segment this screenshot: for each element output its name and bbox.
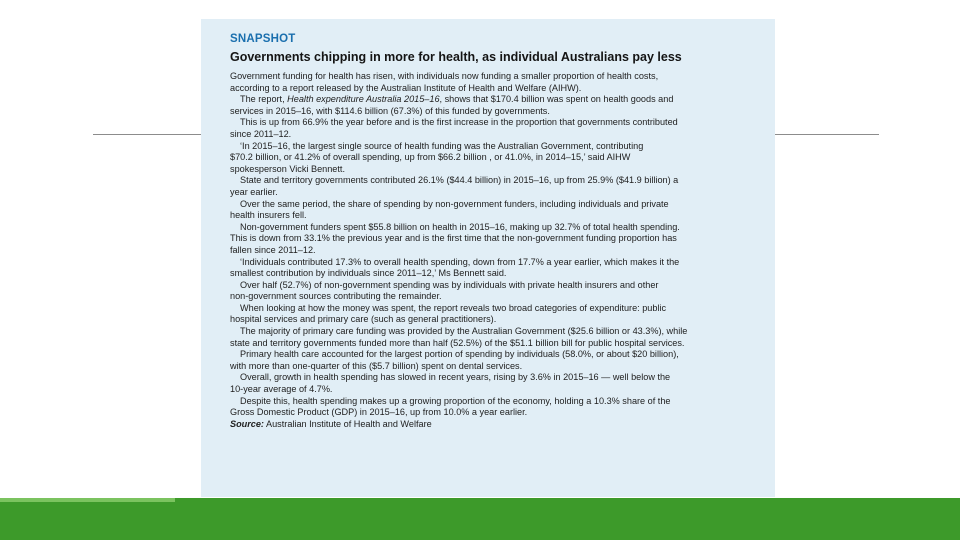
article-paragraph: Over the same period, the share of spending by non-government funders, including individuals and private health insurers fell.	[230, 198, 669, 221]
source-label: Source:	[230, 418, 264, 429]
footer-accent	[0, 498, 175, 502]
article-paragraph: When looking at how the money was spent, the report reveals two broad categories of expenditure: public hospital services and primary care (such as general practitioners).	[230, 302, 667, 325]
divider-right	[775, 134, 879, 135]
article-paragraph: The report, Health expenditure Australia 2015–16, shows that $170.4 billion was spent on health goods and services in 2015–16, with $114.6 billion (67.3%) of this funded by governments.	[230, 94, 674, 116]
footer-bar	[0, 498, 960, 540]
report-title: Health expenditure Australia 2015–16	[287, 94, 440, 105]
article-paragraph: Despite this, health spending makes up a growing proportion of the economy, holding a 10.3% share of the Gross Domestic Product (GDP) in 2015–16, up from 10.0% a year earlier.	[230, 395, 671, 418]
snapshot-headline: Governments chipping in more for health, as individual Australians pay less	[230, 50, 682, 64]
article-paragraph: Over half (52.7%) of non-government spending was by individuals with private health insurers and other non-government sources contributing the remainder.	[230, 279, 659, 302]
snapshot-label: SNAPSHOT	[230, 33, 296, 45]
divider-left	[93, 134, 201, 135]
source-line	[230, 419, 765, 431]
article-paragraph: ‘In 2015–16, the largest single source of health funding was the Australian Government, contributing $70.2 billion, or 41.2% of overall spending, up from $66.2 billion , or 41.0%, in 2014–15,’ said AIHW spokesperson Vicki Bennett.	[230, 140, 644, 174]
article-paragraph: Non-government funders spent $55.8 billion on health in 2015–16, making up 32.7% of total health spending. This is down from 33.1% the previous year and is the first time that the non-government funding proportion has fallen since 2011–12.	[230, 221, 680, 255]
article-body	[230, 71, 765, 430]
article-paragraph: The majority of primary care funding was provided by the Australian Government ($25.6 billion or 43.3%), while state and territory governments funded more than half (52.5%) of the $51.1 billion bill for public hospital services.	[230, 326, 688, 348]
article-paragraph: State and territory governments contributed 26.1% ($44.4 billion) in 2015–16, up from 25.9% ($41.9 billion) a year earlier.	[230, 175, 679, 197]
snapshot-box	[201, 19, 775, 497]
article-paragraph: Primary health care accounted for the largest portion of spending by individuals (58.0%, or about $20 billion), with more than one-quarter of this ($5.7 billion) spent on dental services.	[230, 349, 679, 371]
article-paragraph: ‘Individuals contributed 17.3% to overall health spending, down from 17.7% a year earlier, which makes it the smallest contribution by individuals since 2011–12,’ Ms Bennett said.	[230, 256, 680, 279]
article-paragraph: Overall, growth in health spending has slowed in recent years, rising by 3.6% in 2015–16 — well below the 10-year average of 4.7%.	[230, 372, 671, 395]
article-paragraph: Government funding for health has risen, with individuals now funding a smaller proportion of health costs, according to a report released by the Australian Institute of Health and Welfare (AIHW).	[230, 71, 659, 93]
article-paragraph: This is up from 66.9% the year before and is the first increase in the proportion that governments contributed since 2011–12.	[230, 117, 678, 139]
source-text: Australian Institute of Health and Welfare	[263, 418, 432, 429]
